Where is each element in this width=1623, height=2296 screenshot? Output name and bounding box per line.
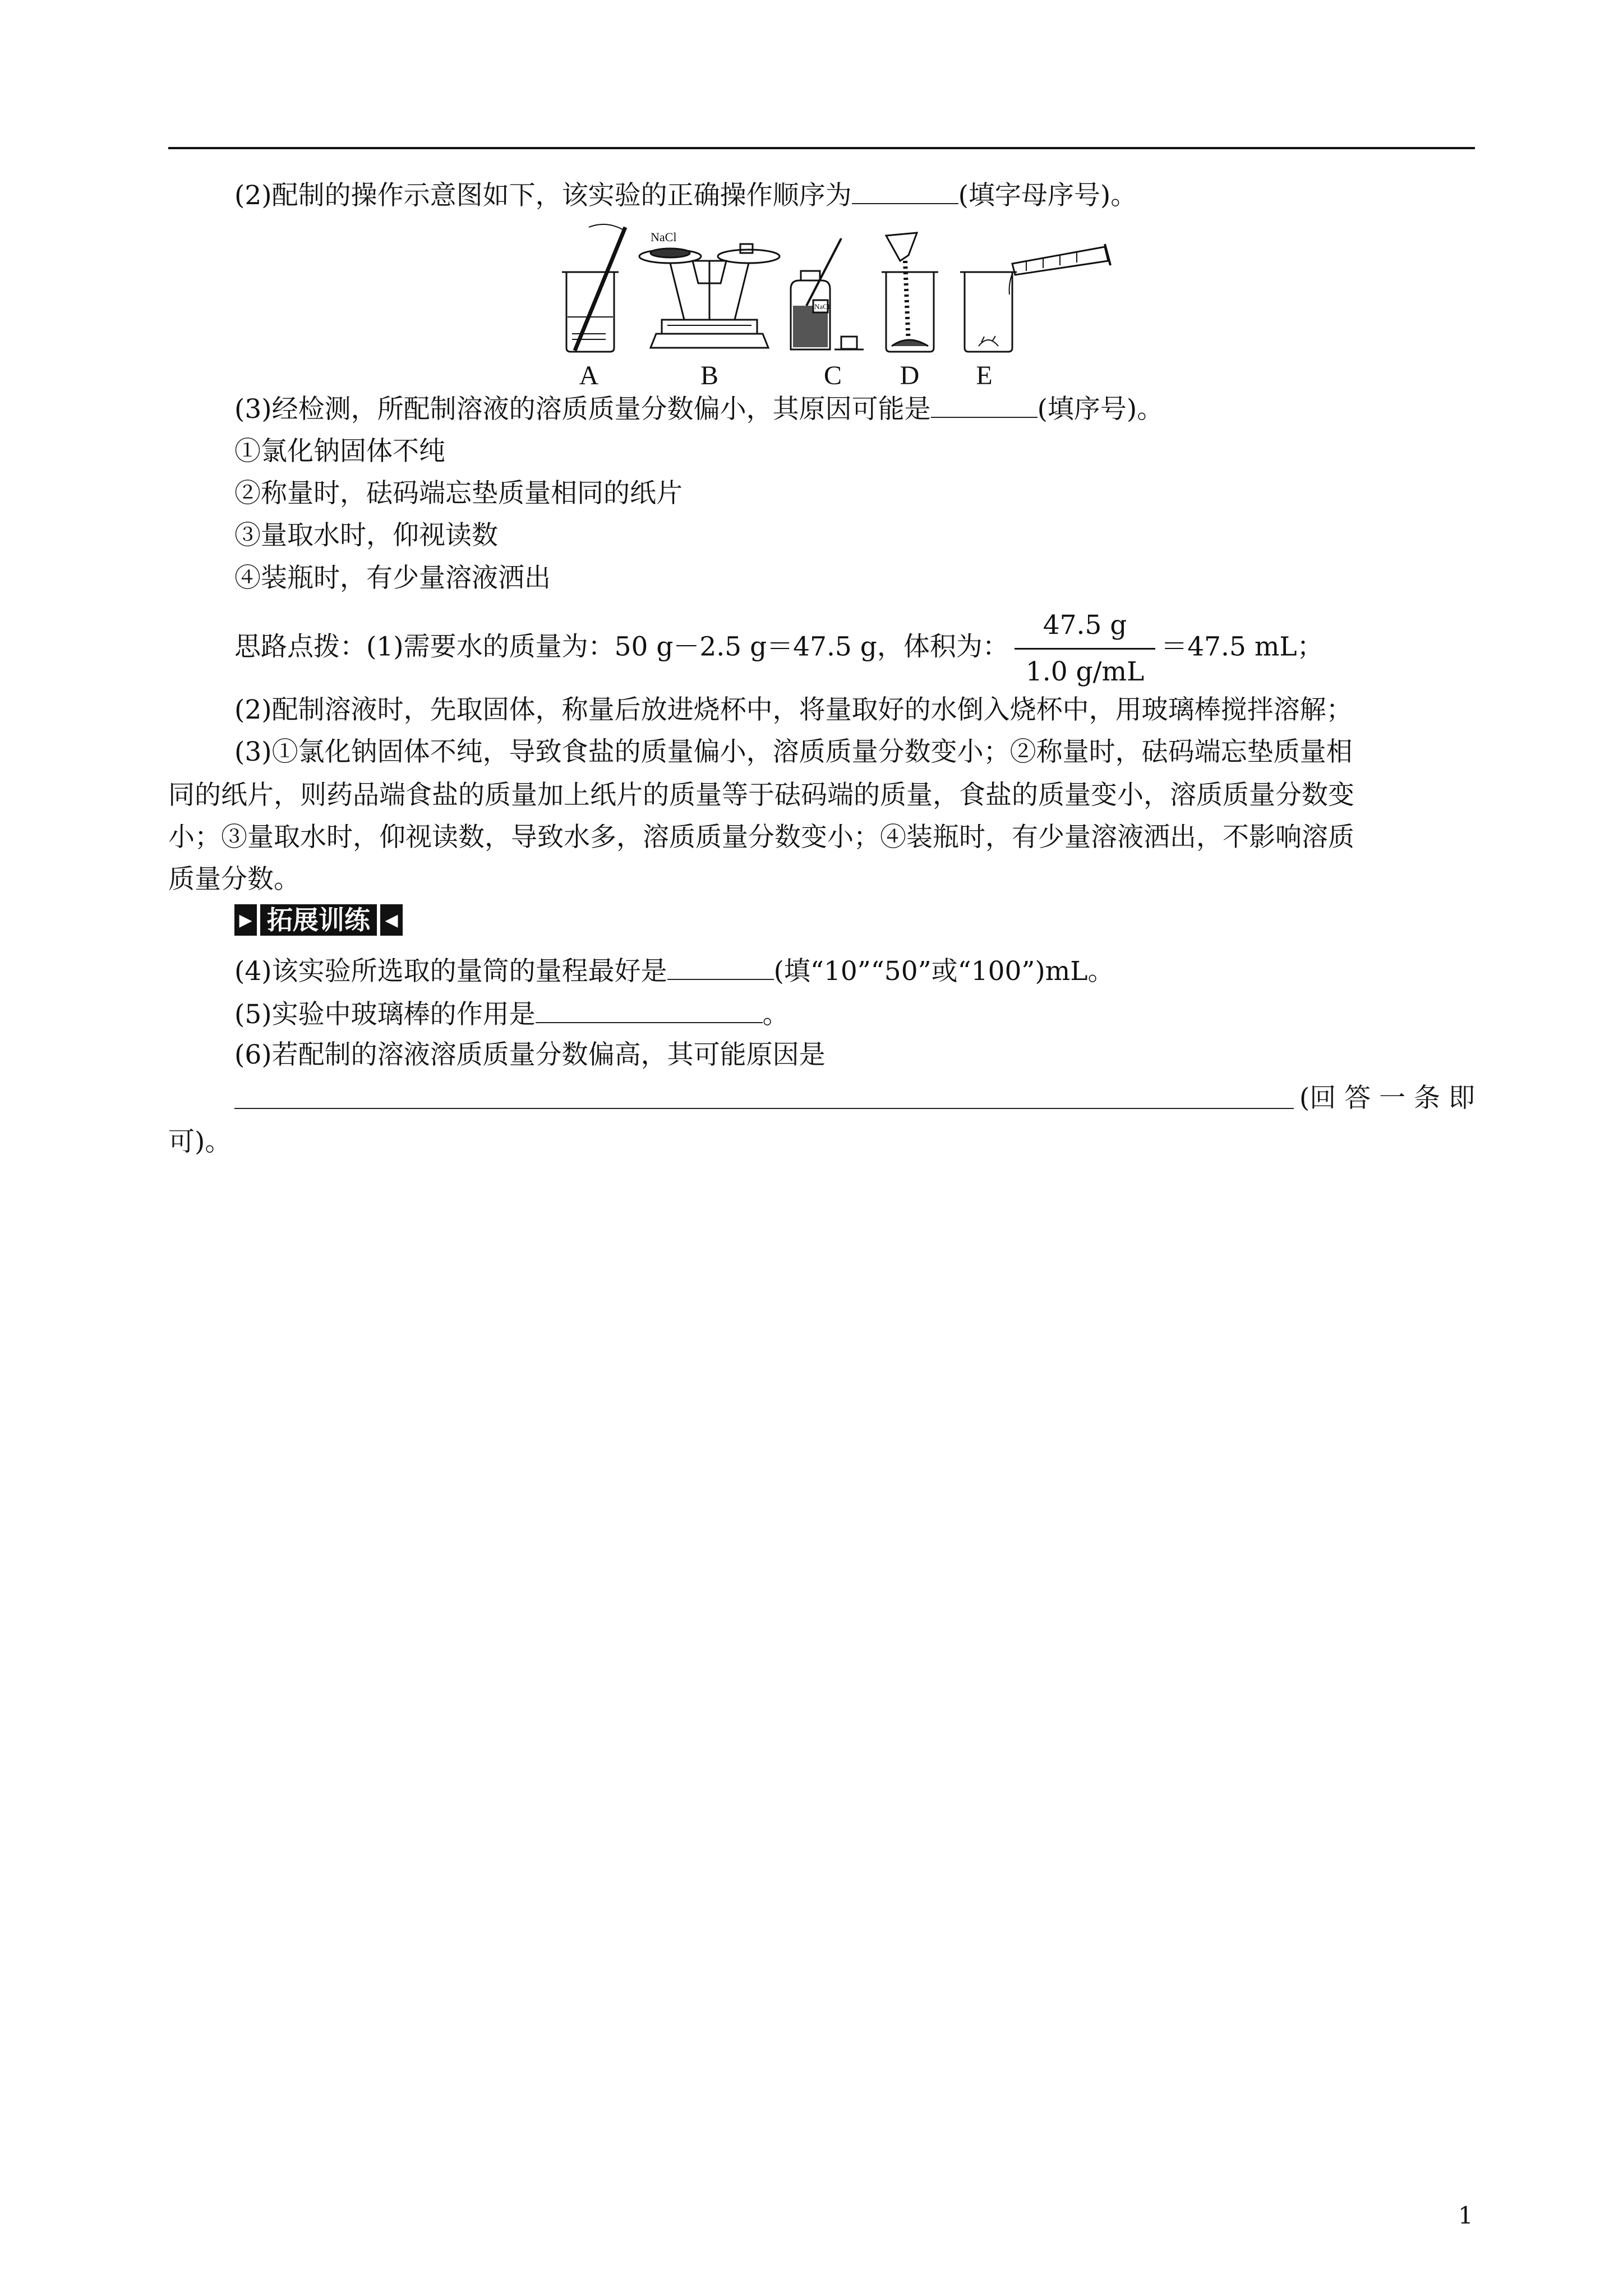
hint-line-1 [234,609,1541,689]
q3-option-4: ④装瓶时，有少量溶液洒出 [234,563,551,593]
q3-option-1: ①氯化钠固体不纯 [234,436,445,467]
figure-label-a: A [579,361,599,390]
beaker-pouring-solid-icon [882,233,938,352]
hint-line-6: 质量分数。 [168,864,300,895]
q4-text: (4)该实验所选取的量筒的量程最好是 [234,956,667,987]
question-2 [234,175,1541,214]
q3-blank [931,389,1038,418]
q3-option-2: ②称量时，砝码端忘垫质量相同的纸片 [234,478,683,509]
volume-fraction [1015,609,1155,689]
question-6: (6)若配制的溶液溶质质量分数偏高，其可能原因是 [234,1039,826,1070]
q2-blank [852,175,958,204]
reagent-bottle-icon [791,238,864,349]
q5-suffix: 。 [762,999,789,1030]
hint-prefix: 思路点拨：(1)需要水的质量为：50 g－2.5 g＝47.5 g，体积为： [234,631,1009,662]
section-header [234,902,403,938]
q2-text: (2)配制的操作示意图如下，该实验的正确操作顺序为 [234,180,852,211]
right-triangle-icon: ▶ [234,904,257,936]
question-5 [234,994,1541,1033]
hint-line-2: (2)配制溶液时，先取固体，称量后放进烧杯中，将量取好的水倒入烧杯中，用玻璃棒搅拌溶解； [234,694,1353,725]
q4-blank [667,951,774,980]
hint-line-4: 同的纸片，则药品端食盐的质量加上纸片的质量等于砝码端的质量，食盐的质量变小，溶质质量分数变 [168,780,1354,811]
question-4 [234,951,1541,990]
page-number: 1 [1458,2202,1473,2229]
figure-label-c: C [823,361,842,390]
nacl-label-b: NaCl [651,230,677,244]
fraction-numerator: 47.5 g [1015,609,1155,650]
q3-option-3: ③量取水时，仰视读数 [234,520,498,551]
section-title: 拓展训练 [260,904,377,936]
q5-blank [536,994,763,1023]
q2-suffix: (填字母序号)。 [958,180,1137,211]
q6-blank [234,1080,1294,1109]
q6-answer-line [234,1080,1475,1117]
nacl-label-c: NaCl [814,302,830,311]
left-triangle-icon: ◀ [380,904,403,936]
q5-text: (5)实验中玻璃棒的作用是 [234,999,536,1030]
beaker-pouring-water-icon [960,244,1110,352]
figure-label-e: E [976,361,993,390]
beaker-stirring-icon [562,224,625,352]
q4-suffix: (填“10”“50”或“100”)mL。 [773,956,1114,987]
hint-line-3: (3)①氯化钠固体不纯，导致食盐的质量偏小，溶质质量分数变小；②称量时，砝码端忘垫质量相 [234,737,1353,767]
q6-suffix: (回 答 一 条 即 [1299,1083,1475,1114]
q3-suffix: (填序号)。 [1037,394,1164,425]
figure-label-b: B [700,361,719,390]
hint-line-5: 小；③量取水时，仰视读数，导致水多，溶质质量分数变小；④装瓶时，有少量溶液洒出，不影响溶质 [168,822,1354,853]
q6-continuation: 可)。 [168,1126,232,1157]
header-rule [168,147,1475,149]
fraction-denominator: 1.0 g/mL [1025,656,1145,687]
figure-label-d: D [900,361,920,390]
q3-text: (3)经检测，所配制溶液的溶质质量分数偏小，其原因可能是 [234,394,931,425]
balance-scale-icon [639,244,780,348]
hint-suffix: ＝47.5 mL； [1161,631,1324,662]
question-3 [234,389,1541,428]
experiment-figure [550,222,1138,390]
